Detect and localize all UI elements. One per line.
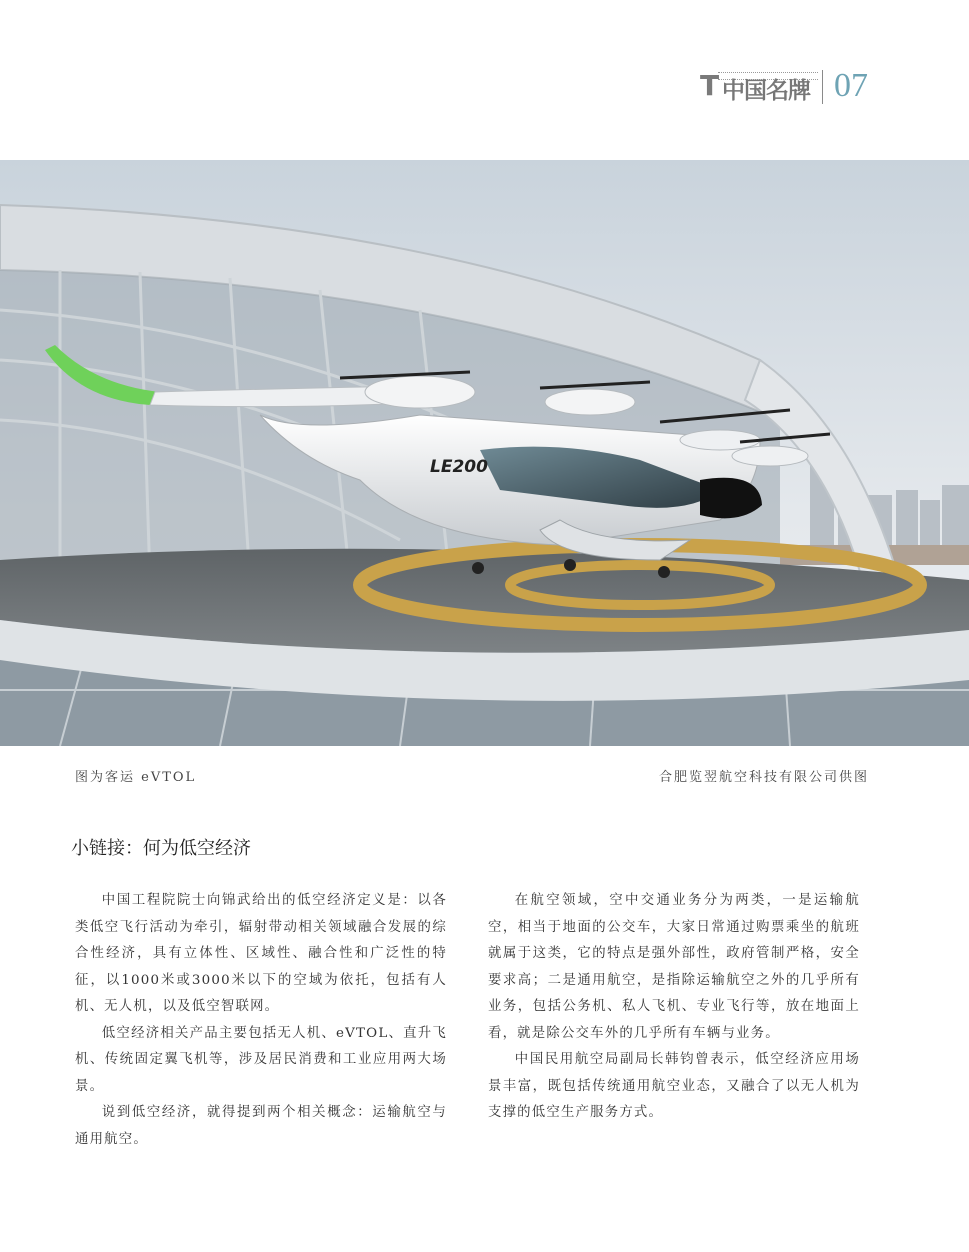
- text-column-left: [75, 888, 447, 1153]
- paragraph: 在航空领域，空中交通业务分为两类，一是运输航空，相当于地面的公交车，大家日常通过购票乘坐的航班就属于这类，它的特点是强外部性，政府管制严格，安全要求高；二是通用航空，是指除运输航空之外的几乎所有业务，包括公务机、私人飞机、专业飞行等，放在地面上看，就是除公交车外的几乎所有车辆与业务。: [488, 893, 860, 1041]
- header-divider: [822, 70, 823, 104]
- evtol-photo: [0, 160, 969, 746]
- aircraft-label: LE200: [430, 457, 488, 477]
- text-column-right: [488, 888, 860, 1127]
- sidebar-title: 小链接：何为低空经济: [71, 838, 251, 859]
- page-number: 07: [834, 67, 868, 104]
- paragraph: 中国民用航空局副局长韩钧曾表示，低空经济应用场景丰富，既包括传统通用航空业态，又融合了以无人机为支撑的低空生产服务方式。: [488, 1052, 860, 1120]
- photo-caption: 图为客运 eVTOL: [75, 770, 197, 785]
- magazine-logo: [700, 68, 818, 104]
- paragraph: 低空经济相关产品主要包括无人机、eVTOL、直升飞机、传统固定翼飞机等，涉及居民消费和工业应用两大场景。: [75, 1025, 447, 1094]
- paragraph: 中国工程院院士向锦武给出的低空经济定义是：以各类低空飞行活动为牵引，辐射带动相关领域融合发展的综合性经济，具有立体性、区域性、融合性和广泛性的特征，以1000米或3000米以下的空域为依托，包括有人机、无人机，以及低空智联网。: [75, 893, 447, 1014]
- photo-credit: 合肥览翌航空科技有限公司供图: [658, 770, 869, 785]
- page-header: [700, 66, 900, 110]
- logo-t-mark: T: [700, 69, 718, 102]
- paragraph: 说到低空经济，就得提到两个相关概念：运输航空与通用航空。: [75, 1105, 447, 1147]
- logo-brand-name: 中国名牌: [722, 78, 810, 104]
